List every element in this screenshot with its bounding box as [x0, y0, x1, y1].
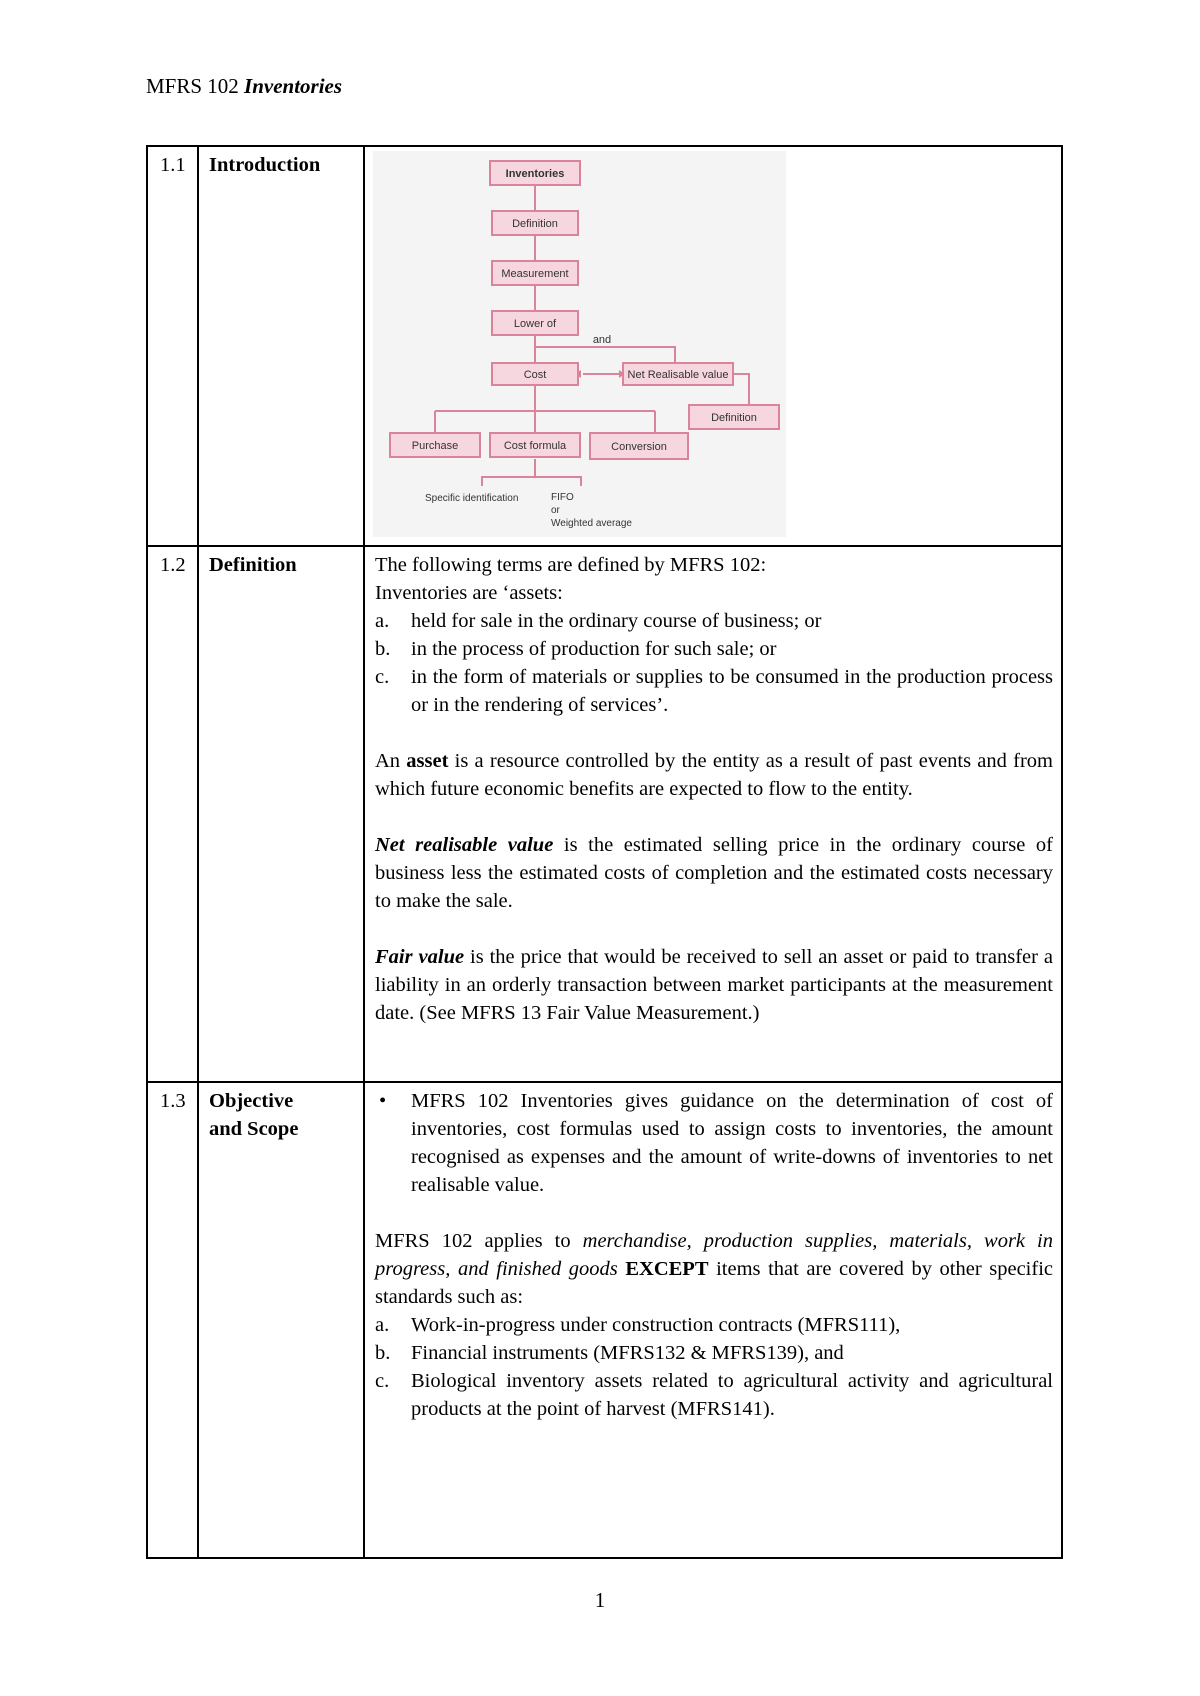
- label-fifo: FIFO: [551, 492, 574, 503]
- definition-intro: The following terms are defined by MFRS 102:: [375, 554, 767, 576]
- inventories-list: [375, 607, 1053, 719]
- section-topic: Introduction: [198, 146, 364, 546]
- document-header: [146, 74, 342, 99]
- label-lower-of: Lower of: [513, 318, 557, 330]
- label-inventories: Inventories: [505, 168, 565, 180]
- header-prefix: MFRS 102: [146, 74, 245, 98]
- diagram-background: [373, 151, 786, 537]
- label-cost: Cost: [523, 369, 547, 381]
- applies-italic: merchandise, production supplies, materials, work in progress, and finished goods: [375, 1230, 1054, 1280]
- label-or: or: [551, 505, 560, 516]
- list-label: a.: [375, 1314, 390, 1336]
- exceptions-list: [375, 1311, 1053, 1423]
- inventories-diagram: [373, 151, 786, 537]
- fair-value-term: Fair value: [375, 946, 465, 968]
- list-label: c.: [375, 1370, 390, 1392]
- table-row: [147, 146, 1062, 546]
- list-item: [375, 635, 1053, 663]
- list-text: Financial instruments (MFRS132 & MFRS139), and: [411, 1342, 844, 1364]
- table-row: [147, 1082, 1062, 1558]
- label-weighted-average: Weighted average: [551, 518, 632, 529]
- list-text: in the process of production for such sale; or: [411, 638, 777, 660]
- list-item: [375, 1087, 1053, 1199]
- list-text: held for sale in the ordinary course of business; or: [411, 610, 822, 632]
- section-content: [364, 1082, 1062, 1558]
- fair-value-definition: Fair value is the price that would be received to sell an asset or paid to transfer a liability in an orderly transaction between market participants at the measurement date. (See MFRS 13 Fair Value Measurement.): [375, 946, 1053, 1024]
- list-text: Biological inventory assets related to agricultural activity and agricultural products at the point of harvest (MFRS141).: [411, 1370, 1053, 1420]
- section-number: 1.1: [147, 146, 198, 546]
- inventories-lead: Inventories are ‘assets:: [375, 582, 563, 604]
- section-topic: Definition: [198, 546, 364, 1082]
- section-number: 1.2: [147, 546, 198, 1082]
- asset-term: asset: [406, 750, 449, 772]
- label-cost-formula: Cost formula: [503, 440, 567, 452]
- bullet-icon: •: [379, 1090, 387, 1112]
- header-title: Inventories: [244, 74, 343, 98]
- list-label: a.: [375, 610, 390, 632]
- label-conversion: Conversion: [611, 441, 667, 453]
- label-nrv-definition: Definition: [711, 412, 757, 424]
- list-item: [375, 1339, 1053, 1367]
- label-definition: Definition: [512, 218, 558, 230]
- list-label: b.: [375, 638, 391, 660]
- label-measurement: Measurement: [501, 268, 569, 280]
- list-label: b.: [375, 1342, 391, 1364]
- page-number: 1: [594, 1588, 606, 1612]
- content-table: [146, 145, 1063, 1559]
- nrv-term: Net realisable value: [375, 834, 554, 856]
- objective-bullets: [375, 1087, 1053, 1199]
- asset-definition: An asset is a resource controlled by the entity as a result of past events and from which future economic benefits are expected to flow to the entity.: [375, 750, 1053, 800]
- label-purchase: Purchase: [411, 440, 459, 452]
- section-number: 1.3: [147, 1082, 198, 1558]
- except-term: EXCEPT: [617, 1258, 709, 1280]
- table-row: [147, 546, 1062, 1082]
- label-and: and: [592, 334, 612, 346]
- section-content: [364, 546, 1062, 1082]
- list-text: Work-in-progress under construction contracts (MFRS111),: [411, 1314, 901, 1336]
- nrv-definition: Net realisable value is the estimated selling price in the ordinary course of business less the estimated costs of completion and the estimated costs necessary to make the sale.: [375, 834, 1053, 912]
- list-item: [375, 1367, 1053, 1423]
- section-topic: Objective and Scope: [198, 1082, 364, 1558]
- section-content: [364, 146, 1062, 546]
- label-specific-identification: Specific identification: [425, 493, 519, 504]
- list-item: [375, 607, 1053, 635]
- list-text: in the form of materials or supplies to be consumed in the production process or in the rendering of services’.: [411, 666, 1053, 716]
- list-item: [375, 1311, 1053, 1339]
- label-nrv: Net Realisable value: [627, 369, 729, 381]
- bullet-text: MFRS 102 Inventories gives guidance on the determination of cost of inventories, cost formulas used to assign costs to inventories, the amount recognised as expenses and the amount of write-downs of inventories to net realisable value.: [411, 1090, 1053, 1196]
- applies-paragraph: MFRS 102 applies to merchandise, production supplies, materials, work in progress, and finished goods EXCEPT items that are covered by other specific standards such as:: [375, 1230, 1054, 1308]
- list-item: [375, 663, 1053, 719]
- list-label: c.: [375, 666, 390, 688]
